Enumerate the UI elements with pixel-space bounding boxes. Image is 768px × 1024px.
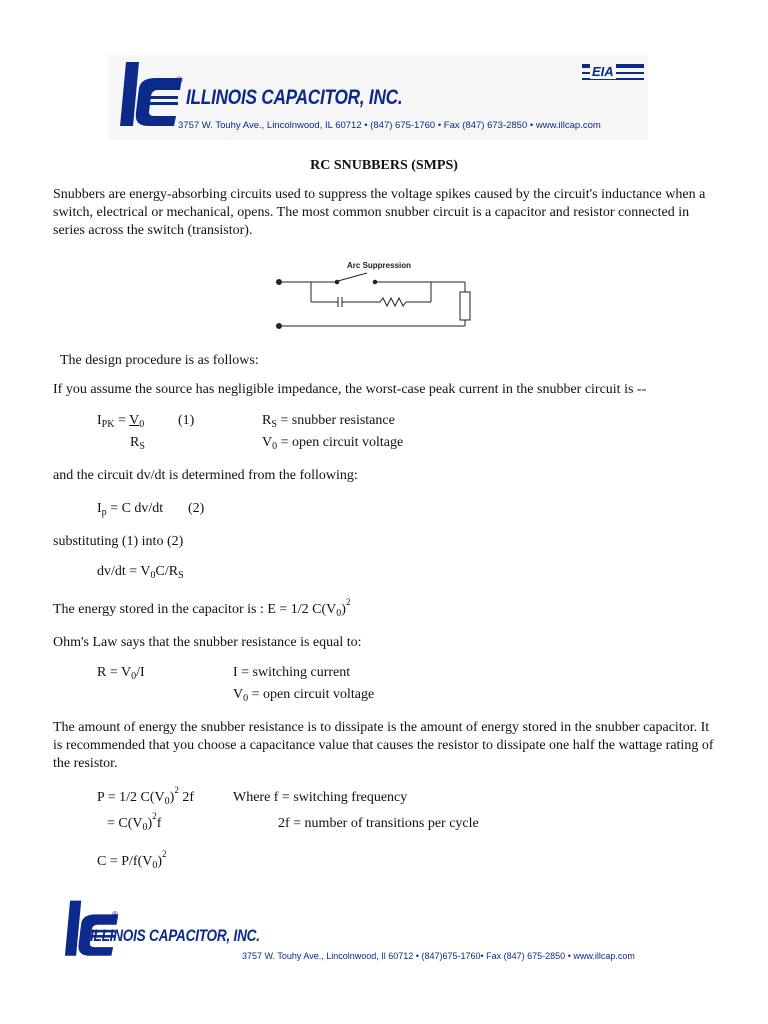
equation-2-tag: (2): [188, 501, 205, 516]
equation-1-tag: (1): [178, 413, 195, 428]
current-definition: I = switching current: [233, 665, 351, 680]
equation-4: $R = V_0/I$: [97, 665, 145, 682]
ic-logo: [112, 60, 184, 130]
intro-paragraph: Snubbers are energy-absorbing circuits used to suppress the voltage spikes caused by the circuit's inductance when a switch, electrical or mechanical, opens. The most common snubber circuit is a capacitor and resistor connected in series across the switch (transistor).: [53, 187, 706, 238]
v0-definition: $V_0$ = open circuit voltage: [262, 435, 404, 452]
footer-address: 3757 W. Touhy Ave., Lincolnwood, Il 60712 • (847)675-1760• Fax (847) 675-2850 • www.illcap.com: [242, 951, 635, 961]
ohm-text: Ohm's Law says that the snubber resistance is equal to:: [53, 635, 362, 650]
equation-1-denominator: $R_S$: [130, 435, 145, 452]
v0-definition-2: $V_0$ = open circuit voltage: [233, 687, 375, 704]
frequency-definition: Where f = switching frequency: [233, 790, 408, 805]
eia-logo-text: EIA: [592, 64, 614, 79]
dvdt-text: and the circuit dv/dt is determined from the following:: [53, 468, 358, 483]
substituting-text: substituting (1) into (2): [53, 534, 184, 549]
procedure-text: The design procedure is as follows:: [60, 353, 259, 368]
header-address: 3757 W. Touhy Ave., Lincolnwood, IL 60712 • (847) 675-1760 • Fax (847) 673-2850 • www.illcap.com: [178, 120, 601, 131]
footer-company-name: ILLINOIS CAPACITOR, INC.: [90, 926, 260, 945]
rs-definition: $R_S$ = snubber resistance: [262, 413, 395, 430]
equation-5: P = 1/2 $C(V_0)^2$ 2f: [97, 785, 195, 807]
footer-registered-mark: ®: [112, 910, 118, 919]
circuit-diagram: [275, 262, 480, 334]
equation-1: $I_{PK} = V_0$: [97, 413, 145, 430]
equation-5-line2: = $C(V_0)^2f$: [107, 811, 162, 833]
transitions-definition: 2f = number of transitions per cycle: [278, 816, 479, 831]
equation-2: $I_p = C$ dv/dt: [97, 501, 164, 518]
page-title: RC SNUBBERS (SMPS): [310, 158, 458, 173]
energy-text: The energy stored in the capacitor is : E = 1/2 $C(V_0)^2$: [53, 597, 351, 619]
assume-text: If you assume the source has negligible impedance, the worst-case peak current in the snubber circuit is --: [53, 382, 647, 397]
amount-paragraph: The amount of energy the snubber resistance is to dissipate is the amount of energy stored in the snubber capacitor. It is recommended that you choose a capacitance value that causes the resistor to dissipate one half the wattage rating of the resistor.: [53, 720, 714, 771]
company-name: ILLINOIS CAPACITOR, INC.: [186, 86, 403, 109]
registered-mark: ®: [176, 75, 183, 85]
equation-6: $C = P/f(V_0)^2$: [97, 849, 167, 871]
diagram-label: Arc Suppression: [347, 262, 412, 270]
equation-3: $dv/dt = V_0C/R_S$: [97, 564, 184, 581]
